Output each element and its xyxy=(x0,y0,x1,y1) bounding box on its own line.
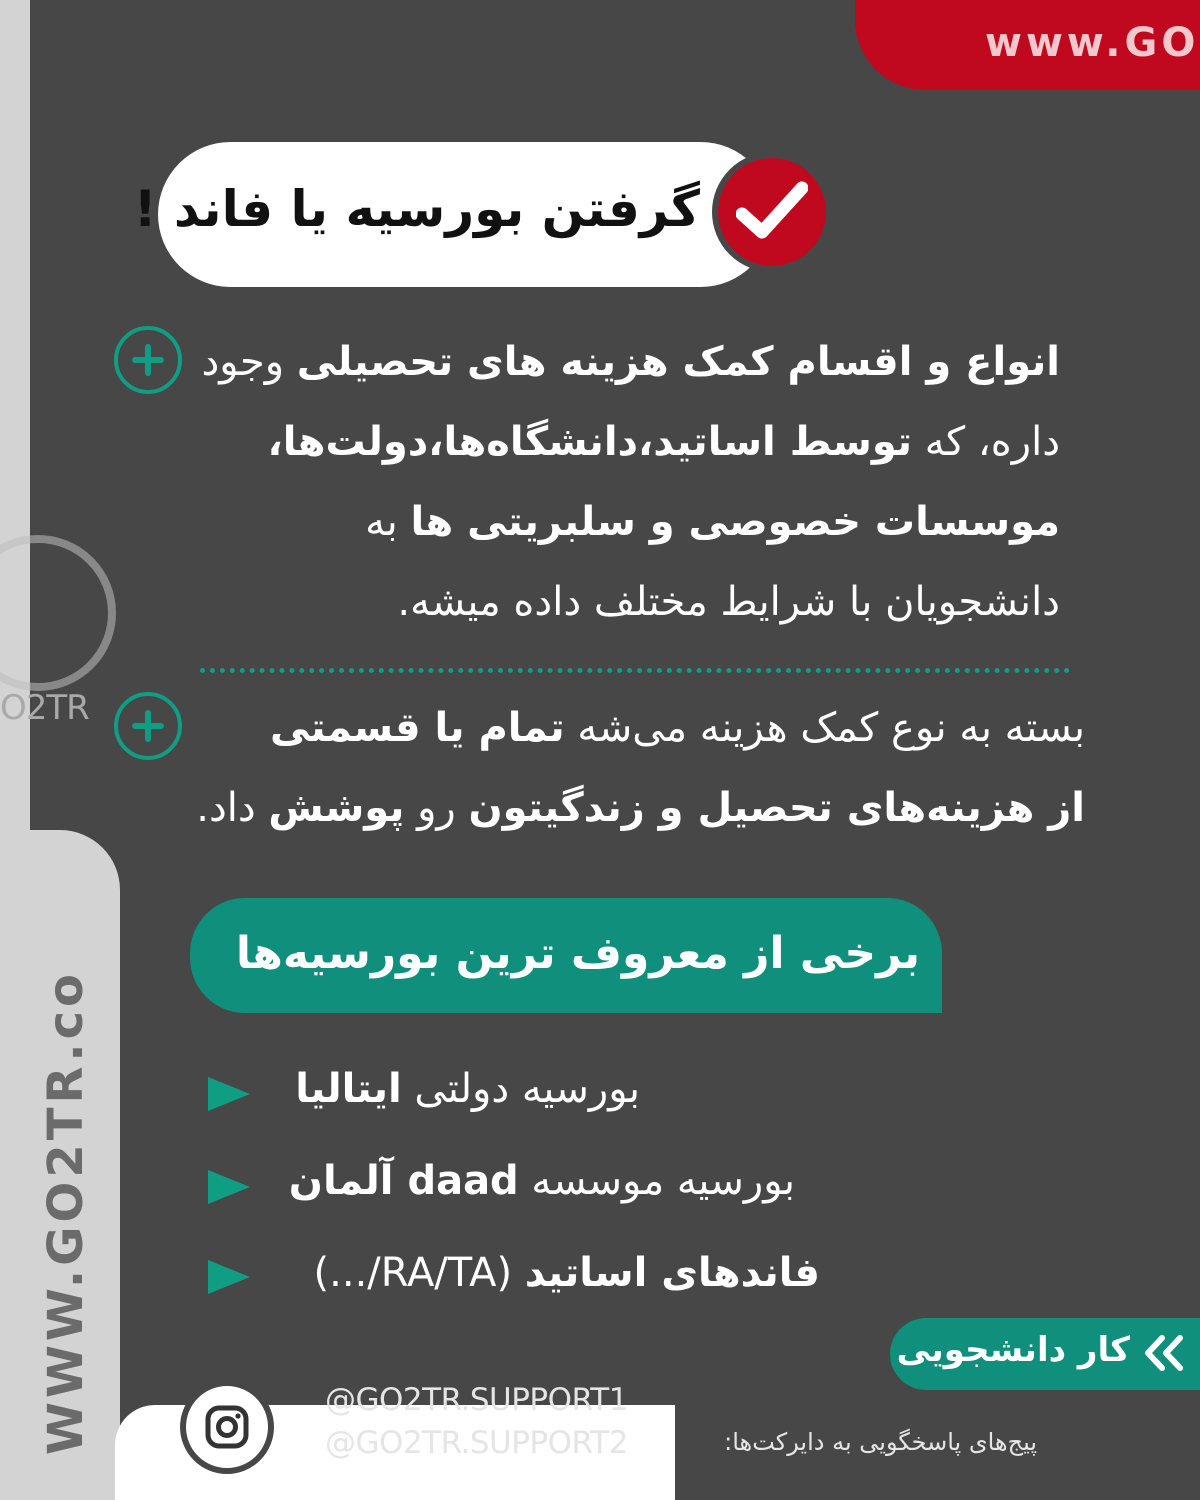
bullet-normal: (RA/TA/...) xyxy=(313,1250,513,1296)
section2-line2-normal-a: رو xyxy=(417,785,456,831)
list-item xyxy=(265,1066,640,1112)
bullet-bold: ایتالیا xyxy=(295,1066,402,1112)
support-label: پیج‌های پاسخگویی به دایرکت‌ها: xyxy=(724,1428,1037,1456)
section1-line1-bold: انواع و اقسام کمک هزینه های تحصیلی xyxy=(296,339,1060,385)
section2-line2 xyxy=(190,768,1085,848)
section1-line3-normal: به xyxy=(365,499,398,545)
section1-line1-normal: وجود xyxy=(201,339,285,385)
section2-paragraph xyxy=(190,688,1085,848)
url-badge-text: www.GO xyxy=(985,20,1200,66)
page-title: گرفتن بورسیه یا فاند ! xyxy=(133,180,700,238)
support-handle-1[interactable]: @GO2TR.SUPPORT1 xyxy=(325,1382,628,1418)
bullet-bold: daad آلمان xyxy=(288,1158,519,1204)
category-tag-label: کار دانشجویی xyxy=(896,1330,1130,1370)
section2-line2-bold-a: از هزینه‌های تحصیل و زندگیتون xyxy=(468,785,1085,831)
section2-line1-normal: بسته به نوع کمک هزینه می‌شه xyxy=(577,705,1085,751)
section1-paragraph xyxy=(190,322,1060,642)
section1-line2 xyxy=(190,402,1060,482)
support-handle-2[interactable]: @GO2TR.SUPPORT2 xyxy=(325,1425,628,1461)
plus-icon xyxy=(114,326,182,394)
section1-line3-bold: موسسات خصوصی و سلبریتی ها xyxy=(410,499,1060,545)
section2-line1 xyxy=(190,688,1085,768)
section2-line1-bold: تمام یا قسمتی xyxy=(270,705,565,751)
list-item xyxy=(265,1250,820,1296)
list-item xyxy=(265,1158,795,1204)
dotted-divider xyxy=(200,668,1070,673)
instagram-icon[interactable] xyxy=(180,1380,274,1474)
section2-line2-normal-b: داد. xyxy=(196,785,256,831)
section1-line4: دانشجویان با شرایط مختلف داده میشه. xyxy=(397,579,1060,625)
section1-line1 xyxy=(190,322,1060,402)
bullet-normal: بورسیه موسسه xyxy=(531,1158,795,1204)
watermark-text: O2TR xyxy=(0,688,89,728)
vertical-site-url: WWW.GO2TR.co xyxy=(38,969,94,1455)
bullet-normal: بورسیه دولتی xyxy=(414,1066,640,1112)
section1-line2-normal: داره، که xyxy=(924,419,1060,465)
double-chevron-left-icon xyxy=(1140,1333,1186,1373)
arrow-right-icon xyxy=(208,1170,250,1204)
plus-icon xyxy=(114,692,182,760)
checkmark-icon xyxy=(712,152,832,272)
section2-line2-bold-b: پوشش xyxy=(268,785,405,831)
section1-line2-bold: توسط اساتید،دانشگاه‌ها،دولت‌ها، xyxy=(267,419,912,465)
bullet-bold: فاندهای اساتید xyxy=(524,1250,820,1296)
section-heading: برخی از معروف ترین بورسیه‌ها xyxy=(235,928,920,979)
arrow-right-icon xyxy=(208,1260,250,1294)
section1-line3 xyxy=(190,482,1060,562)
arrow-right-icon xyxy=(208,1077,250,1111)
